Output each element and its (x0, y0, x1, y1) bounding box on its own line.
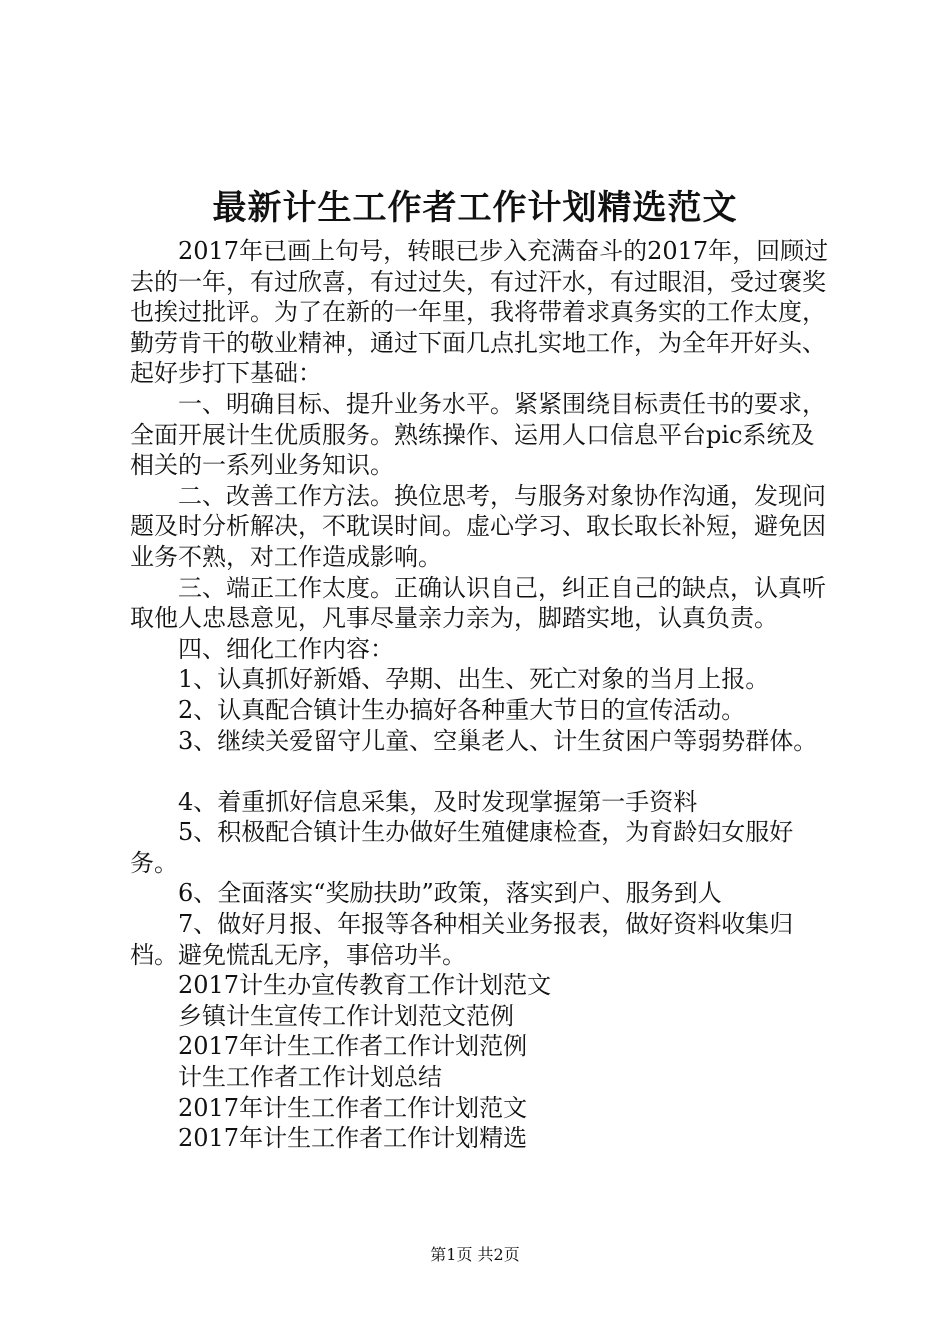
related-article-link[interactable]: 2017年计生工作者工作计划范例 (178, 1032, 528, 1061)
paragraph-item-3: 三、端正工作太度。正确认识自己，纠正自己的缺点，认真听取他人忠恳意见，凡事尽量亲力亲为，脚踏实地，认真负责。 (130, 573, 826, 633)
list-item: 2、认真配合镇计生办搞好各种重大节日的宣传活动。 (178, 695, 746, 724)
list-item: 1、认真抓好新婚、孕期、出生、死亡对象的当月上报。 (178, 665, 770, 694)
related-article-link[interactable]: 2017计生办宣传教育工作计划范文 (178, 971, 552, 1000)
list-item: 7、做好月报、年报等各种相关业务报表，做好资料收集归档。避免慌乱无序，事倍功半。 (130, 910, 794, 969)
paragraph-item-4-heading: 四、细化工作内容： (178, 634, 394, 663)
blank-line (130, 756, 830, 787)
related-article-link[interactable]: 计生工作者工作计划总结 (178, 1063, 442, 1092)
list-item: 4、着重抓好信息采集，及时发现掌握第一手资料 (178, 787, 698, 816)
paragraph-item-1: 一、明确目标、提升业务水平。紧紧围绕目标责任书的要求，全面开展计生优质服务。熟练操作、运用人口信息平台pic系统及相关的一系列业务知识。 (130, 389, 826, 480)
document-title: 最新计生工作者工作计划精选范文 (212, 188, 738, 228)
page-footer: 第1页 共2页 (430, 1245, 520, 1264)
list-item: 6、全面落实“奖励扶助”政策，落实到户、服务到人 (178, 879, 722, 908)
related-article-link[interactable]: 2017年计生工作者工作计划精选 (178, 1124, 528, 1153)
list-item: 5、积极配合镇计生办做好生殖健康检查，为育龄妇女服好务。 (130, 818, 794, 877)
related-articles-list (130, 970, 830, 1154)
related-article-link[interactable]: 乡镇计生宣传工作计划范文范例 (178, 1001, 514, 1030)
document-body (130, 236, 830, 1154)
list-item: 3、继续关爱留守儿童、空巢老人、计生贫困户等弱势群体。 (178, 726, 818, 755)
paragraph-intro: 2017年已画上句号，转眼已步入充满奋斗的2017年，回顾过去的一年，有过欣喜，有过过失，有过汗水，有过眼泪，受过褒奖也挨过批评。为了在新的一年里，我将带着求真务实的工作太度，勤劳肯干的敬业精神，通过下面几点扎实地工作，为全年开好头、起好步打下基础： (130, 237, 829, 388)
paragraph-item-2: 二、改善工作方法。换位思考，与服务对象协作沟通，发现问题及时分析解决，不耽误时间。虚心学习、取长取长补短，避免因业务不熟，对工作造成影响。 (130, 481, 826, 571)
related-article-link[interactable]: 2017年计生工作者工作计划范文 (178, 1093, 528, 1122)
